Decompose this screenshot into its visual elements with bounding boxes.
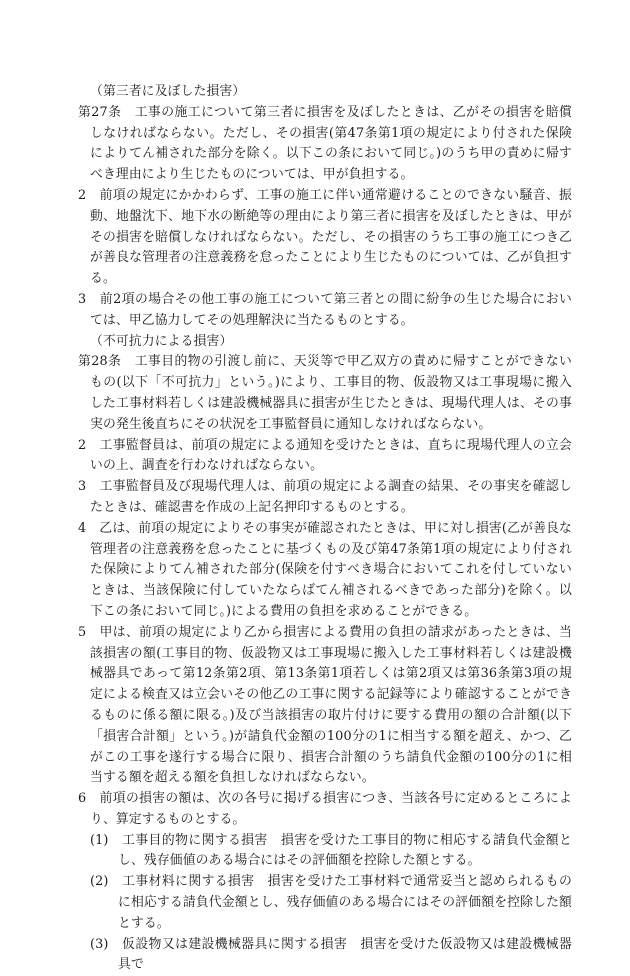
article-27-text: 工事の施工について第三者に損害を及ぼしたときは、乙がその損害を賠償しなければならない。ただし、その損害(第47条第1項の規定により付された保険によりてん補された部分を除く。以下この条において同じ。)のうち甲の責めに帰すべき理由により生じたものについては、甲が負担する。	[90, 104, 573, 183]
paragraph-text: 前項の損害の額は、次の各号に掲げる損害につき、当該各号に定めるところにより、算定するものとする。	[90, 791, 572, 827]
paragraph-text: 前2項の場合その他工事の施工について第三者との間に紛争の生じた場合においては、甲乙協力してその処理解決に当たるものとする。	[90, 291, 572, 328]
article-28-paragraph-5	[78, 623, 572, 789]
article-27-label: 第27条	[78, 104, 122, 120]
article-28-body	[78, 352, 572, 435]
article-28-label: 第28条	[78, 354, 122, 370]
article-28-paragraph-2	[78, 436, 572, 478]
article-28-item-2	[78, 872, 572, 934]
paragraph-number: 3	[78, 479, 87, 495]
article-28-paragraph-4	[78, 519, 572, 623]
article-28-item-3	[78, 935, 572, 976]
article-27-spacer	[121, 105, 134, 120]
article-28-spacer	[121, 354, 134, 369]
paragraph-text: 工事監督員及び現場代理人は、前項の規定による調査の結果、その事実を確認したときは、確認書を作成の上記名押印するものとする。	[90, 479, 572, 515]
item-text: 工事材料に関する損害 損害を受けた工事材料で通常妥当と認められるものに相応する請負代金額とし、残存価値のある場合にはその評価額を控除した額とする。	[118, 874, 572, 931]
article-28-paragraph-6	[78, 789, 572, 831]
article-27-paragraph-3	[78, 290, 572, 332]
paragraph-number: 5	[78, 624, 87, 640]
article-28-item-1	[78, 831, 572, 873]
paragraph-number: 2	[78, 437, 87, 453]
paragraph-text: 前項の規定にかかわらず、工事の施工に伴い通常避けることのできない騒音、振動、地盤沈下、地下水の断絶等の理由により第三者に損害を及ぼしたときは、甲がその損害を賠償しなければならない。ただし、その損害のうち工事の施工につき乙が善良な管理者の注意義務を怠ったことにより生じたものについては、乙が負担する。	[90, 187, 572, 287]
paragraph-number: 6	[78, 791, 87, 807]
article-27-heading: （第三者に及ぼした損害）	[90, 84, 246, 99]
paragraph-number: 4	[78, 520, 87, 536]
item-number: (1)	[90, 832, 109, 848]
item-text: 工事目的物に関する損害 損害を受けた工事目的物に相応する請負代金額とし、残存価値のある場合にはその評価額を控除した額とする。	[118, 832, 572, 869]
paragraph-text: 工事監督員は、前項の規定による通知を受けたときは、直ちに現場代理人の立会いの上、調査を行わなければならない。	[90, 437, 572, 474]
article-28-text: 工事目的物の引渡し前に、天災等で甲乙双方の責めに帰すことができないもの(以下「不可抗力」という。)により、工事目的物、仮設物又は工事現場に搬入した工事材料若しくは建設機械器具に損害が生じたときは、現場代理人は、その事実の発生後直ちにその状況を工事監督員に通知しなければならない。	[90, 354, 572, 432]
article-28-paragraph-3	[78, 477, 572, 519]
paragraph-number: 2	[78, 187, 87, 203]
item-number: (2)	[90, 874, 109, 890]
article-27-paragraph-2	[78, 186, 572, 290]
item-number: (3)	[90, 936, 109, 952]
paragraph-text: 甲は、前項の規定により乙から損害による費用の負担の請求があったときは、当該損害の額(工事目的物、仮設物又は工事現場に搬入した工事材料若しくは建設機械器具であって第12条第2項、第13条第1項若しくは第2項又は第36条第3項の規定による検査又は立会いその他乙の工事に関する記録等により確認することができるものに係る額に限る。)及び当該損害の取片付けに要する費用の額の合計額(以下「損害合計額」という。)が請負代金額の100分の1に相当する額を超え、かつ、乙がこの工事を遂行する場合に限り、損害合計額のうち請負代金額の100分の1に相当する額を超える額を負担しなければならない。	[90, 624, 572, 786]
paragraph-number: 3	[78, 291, 87, 307]
article-28-heading: （不可抗力による損害）	[90, 333, 233, 349]
article-27-body	[78, 103, 572, 186]
item-text: 仮設物又は建設機械器具に関する損害 損害を受けた仮設物又は建設機械器具で	[118, 936, 572, 973]
paragraph-text: 乙は、前項の規定によりその事実が確認されたときは、甲に対し損害(乙が善良な管理者の注意義務を怠ったことに基づくもの及び第47条第1項の規定により付された保険によりてん補された部分(保険を付すべき場合においてこれを付していないときは、当該保険に付していたならばてん補されるべきであった部分)を除く。以下この条において同じ。)による費用の負担を求めることができる。	[90, 520, 572, 619]
